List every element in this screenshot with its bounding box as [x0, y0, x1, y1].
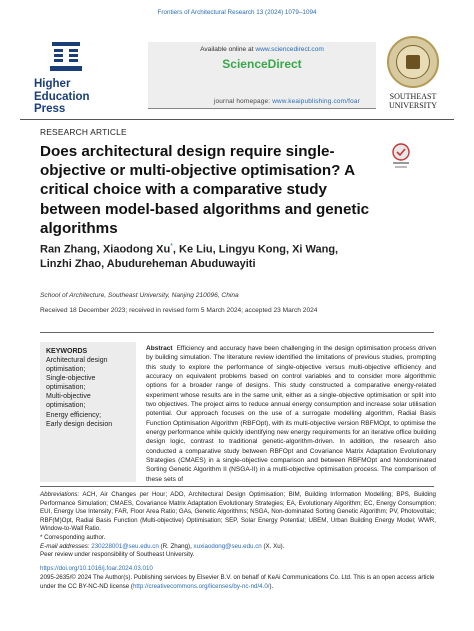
- correspondence: [40, 534, 284, 560]
- keyword-item: optimisation;: [46, 402, 86, 410]
- copyright-notice: [40, 574, 440, 591]
- publisher-logo: [34, 40, 98, 116]
- keywords-title: KEYWORDS: [46, 348, 88, 355]
- keyword-item: Early design decision: [46, 420, 113, 428]
- keyword-item: Architectural design: [46, 357, 108, 364]
- abbreviations-label: Abbreviations:: [40, 491, 80, 498]
- banner-divider: [148, 108, 376, 109]
- email-link[interactable]: 230228001@seu.edu.cn: [91, 542, 159, 550]
- homepage-prefix: journal homepage:: [213, 98, 271, 105]
- license-link[interactable]: http://creativecommons.org/licenses/by-nc-nd/4.0/: [132, 582, 270, 590]
- hep-text-line: Higher: [34, 78, 71, 90]
- email-label: E-mail addresses:: [40, 542, 90, 550]
- keyword-item: optimisation;: [46, 366, 86, 374]
- homepage-link[interactable]: www.keaipublishing.com/foar: [272, 98, 360, 105]
- email-owner: (R. Zhang),: [158, 542, 194, 550]
- university-logo: [378, 36, 448, 110]
- university-seal-icon: [387, 36, 439, 88]
- abstract-label: Abstract: [146, 345, 173, 352]
- journal-banner: [148, 42, 376, 108]
- received-dates: Received 18 December 2023; received in revised form 5 March 2024; accepted 23 March 2024: [40, 307, 318, 314]
- abstract-text: Efficiency and accuracy have been challenging in the design optimisation process driven by building simulation. The literature review identified the limitations of previous studies, prompting this study to explore the performance of single-objective versus multi-objective efficiency and accuracy on equivalent problems based on control variables and to consider more algorithmic options for a broader range of designs. This study constructed a comparative energy-related experiment whose results are in the same unit, either as a single-objective optimisation or split into two objectives. The project aims to reduce annual energy consumption and increase solar utilisation potential. Our approach focuses on the use of a surrogate modelling algorithm, Radial Basis Function Optimisation Algorithm (RBFOpt), with its multi-objective version RBFMOpt, to optimise the energy performance while quickly identifying new energy requirements for an iterative office building design logic, contrast to traditional genetic-algorithm-driven. In addition, the research also conducted a comparative study between RBFOpt and Covariance Matrix Adaptation Evolutionary Strategies (CMAES) in a single-objective comparison and between RBFMOpt and Nondominated Sorting Genetic Algorithm II (NSGA-II) in a multi-objective optimisation process. The comparison of these sets of: [146, 345, 436, 483]
- journal-citation: Frontiers of Architectural Research 13 (2024) 1079–1094: [157, 9, 317, 16]
- abstract: [146, 344, 436, 484]
- keyword-item: optimisation;: [46, 384, 86, 392]
- corresponding-author-note: * Corresponding author.: [40, 534, 106, 541]
- author-names: Linzhi Zhao, Abudureheman Abuduwayiti: [40, 258, 256, 271]
- abbreviations-text: ACH, Air Changes per Hour; ADO, Architectural Design Optimisation; BIM, Building Information Modelling; BPS, Building Performance Simulation; CMAES, Covariance Matrix Adaptation Evolutionary Strategies; EA, Evolutionary Algorithm; EC, Energy Consumption; EUI, Energy Use Intensity; FAR, Floor Area Ratio; GAs, Genetic Algorithms; NSGA, Non-dominated Sorting Genetic Algorithm; PV, Photovoltaic; RBF(M)Opt, Radial Basis Function (Multi-objective) Optimisation; SEP, Solar Energy Potential; UBEM, Urban Building Energy Model; WWR, Window-to-Wall Ratio.: [40, 491, 436, 533]
- article-type: RESEARCH ARTICLE: [40, 127, 127, 137]
- affiliation: School of Architecture, Southeast University, Nanjing 210096, China: [40, 292, 239, 299]
- university-name-line: UNIVERSITY: [389, 101, 437, 110]
- hep-emblem-icon: [48, 40, 84, 74]
- author-names: , Ke Liu, Lingyu Kong, Xi Wang,: [172, 243, 339, 256]
- check-for-updates-icon[interactable]: [389, 142, 413, 170]
- keyword-item: Energy efficiency;: [46, 411, 102, 419]
- copyright-text: ).: [269, 582, 274, 590]
- university-name-line: SOUTHEAST: [389, 92, 437, 101]
- available-online: [148, 46, 376, 53]
- journal-homepage: [148, 98, 376, 105]
- peer-review-note: Peer review under responsibility of Southeast University.: [40, 551, 195, 559]
- hep-text-line: Education: [34, 90, 90, 103]
- author-names: Ran Zhang, Xiaodong Xu: [40, 243, 171, 256]
- keywords-box: [40, 342, 136, 482]
- article-title: Does architectural design require single-objective or multi-objective optimisation? A critical choice with a comparative study between model-based algorithms and genetic algorithms: [40, 143, 370, 237]
- author-list: [40, 240, 440, 272]
- available-prefix: Available online at: [200, 46, 254, 53]
- keyword-item: Single-objective: [46, 375, 96, 383]
- sciencedirect-brand: ScienceDirect: [222, 57, 302, 71]
- email-owner: (X. Xu).: [261, 542, 285, 550]
- email-link[interactable]: xuxiaodong@seu.edu.cn: [193, 542, 262, 550]
- sciencedirect-link[interactable]: www.sciencedirect.com: [255, 46, 324, 53]
- keyword-item: Multi-objective: [46, 393, 91, 401]
- header-divider: [20, 119, 454, 120]
- footnote-divider: [40, 486, 434, 487]
- hep-text-line: Press: [34, 103, 66, 115]
- section-divider: [40, 332, 434, 333]
- abbreviations: [40, 491, 436, 534]
- copyright-text: 2095-2635/© 2024 The Author(s). Publishing services by Elsevier B.V. on behalf of KeAi Communications Co. Ltd. This is an open access article under the CC BY-NC-ND license (: [40, 574, 435, 590]
- doi-link[interactable]: https://doi.org/10.1016/j.foar.2024.03.010: [40, 565, 153, 572]
- corresponding-mark[interactable]: *: [170, 243, 173, 250]
